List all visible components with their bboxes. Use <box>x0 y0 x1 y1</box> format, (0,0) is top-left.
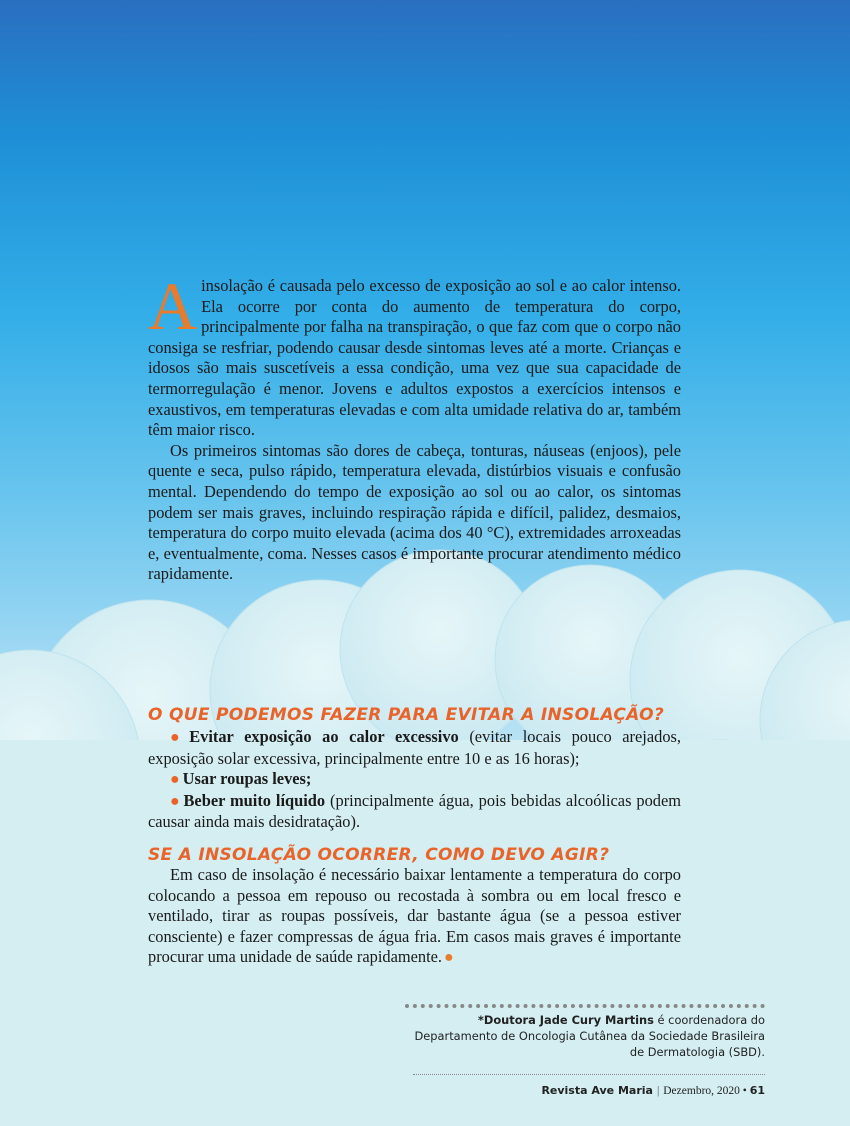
prevention-list <box>148 727 681 833</box>
list-item: ● Evitar exposição ao calor excessivo (evitar locais pouco arejados, exposição solar excessiva, principalmente entre 10 e as 16 horas); <box>148 727 681 768</box>
footer-divider <box>413 1074 765 1075</box>
intro-paragraph-1: Ainsolação é causada pelo excesso de exposição ao sol e ao calor intenso. Ela ocorre por conta do aumento de temperatura do corpo, principalmente por falha na transpiração, o que faz com que o corpo não consiga se resfriar, podendo causar desde sintomas leves até a morte. Crianças e idosos são mais suscetíveis a essa condição, uma vez que sua capacidade de termorregulação é menor. Jovens e adultos expostos a exercícios intensos e exaustivos, em temperaturas elevadas e com alta umidade relativa do ar, também têm maior risco. <box>148 268 681 440</box>
bullet-icon: ● <box>170 792 181 810</box>
action-paragraph: Em caso de insolação é necessário baixar lentamente a temperatura do corpo colocando a pessoa em repouso ou recostada à sombra ou em local fresco e ventilado, tirar as roupas possíveis, dar bastante água (se a pessoa estiver consciente) e fazer compressas de água fria. Em casos mais graves é importante procurar uma unidade de saúde rapidamente. ● <box>148 865 681 967</box>
page-number: 61 <box>749 1084 765 1097</box>
intro-text <box>148 268 681 585</box>
list-item: ● Usar roupas leves; <box>170 769 312 789</box>
drop-cap: A <box>148 268 198 344</box>
prevention-heading: O QUE PODEMOS FAZER PARA EVITAR A INSOLAÇÃO? <box>148 705 665 725</box>
author-name: *Doutora Jade Cury Martins <box>477 1013 654 1027</box>
bullet-icon: ● <box>170 771 180 789</box>
footer-separator: | <box>656 1085 660 1097</box>
action-text <box>148 865 681 969</box>
bullet-icon: ● <box>170 729 187 746</box>
page-footer: Revista Ave Maria | Dezembro, 2020 • 61 <box>541 1084 765 1097</box>
issue-date: Dezembro, 2020 <box>663 1085 740 1097</box>
end-mark-icon: ● <box>444 949 454 967</box>
action-heading: SE A INSOLAÇÃO OCORRER, COMO DEVO AGIR? <box>148 845 610 865</box>
magazine-name: Revista Ave Maria <box>541 1084 653 1097</box>
author-bio <box>405 1004 765 1060</box>
author-description: é coordenadora do Departamento de Oncologia Cutânea da Sociedade Brasileira de Dermatologia (SBD). <box>414 1013 765 1059</box>
intro-paragraph-2: Os primeiros sintomas são dores de cabeça, tonturas, náuseas (enjoos), pele quente e seca, pulso rápido, temperatura elevada, distúrbios visuais e confusão mental. Dependendo do tempo de exposição ao sol ou ao calor, os sintomas podem ser mais graves, incluindo respiração rápida e difícil, palidez, desmaios, temperatura do corpo muito elevada (acima dos 40 °C), extremidades arroxeadas e, eventualmente, coma. Nesses casos é importante procurar atendimento médico rapidamente. <box>148 440 681 584</box>
list-item: ● Beber muito líquido (principalmente água, pois bebidas alcoólicas podem causar ainda mais desidratação). <box>148 790 681 832</box>
